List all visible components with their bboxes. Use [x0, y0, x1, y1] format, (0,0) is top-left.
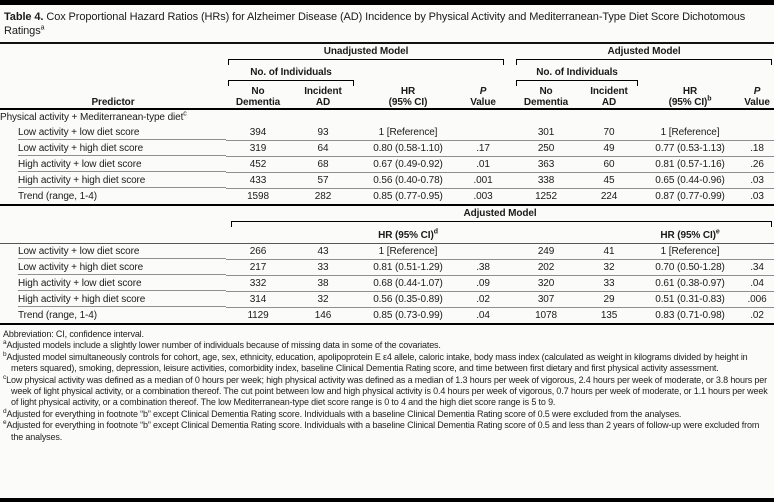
spacer-cell: [578, 227, 640, 244]
adj-p-cell: [740, 125, 774, 141]
unadj-no-dementia-cell: 433: [226, 173, 290, 189]
left-incident-ad-cell: 38: [290, 276, 356, 292]
spacer-cell: [514, 227, 578, 244]
unadj-p-cell: .003: [460, 189, 506, 206]
adj-p-cell: .26: [740, 157, 774, 173]
right-no-dementia-cell: 320: [514, 276, 578, 292]
left-hr-cell: 0.56 (0.35-0.89): [356, 292, 460, 308]
title-footnote-marker: a: [40, 24, 45, 32]
predictor-cell: High activity + high diet score: [0, 292, 226, 308]
model-header-row: [0, 44, 774, 59]
unadj-incident-ad-cell: 93: [290, 125, 356, 141]
hr-ci-e-header: HR (95% CI)$^e$: [640, 227, 740, 244]
column-header-p-value: P Value: [740, 86, 774, 110]
footnote-b: $^b$Adjusted model simultaneously controls for cohort, age, sex, ethnicity, education, apolipoprotein E ε4 allele, caloric intake, body mass index (calculated as weight in kilograms divided by height in meters squared), smoking, depression, leisure activities, comorbidity index, baseline Clinical Dementia Rating score, and time between first dietary and first physical activity assessment.: [3, 350, 748, 374]
no-of-individuals-header: No. of Individuals: [250, 67, 332, 78]
adj-hr-cell: 0.77 (0.53-1.13): [640, 141, 740, 157]
left-hr-cell: 0.85 (0.73-0.99): [356, 308, 460, 325]
unadj-incident-ad-cell: 57: [290, 173, 356, 189]
spacer-cell: [506, 44, 514, 59]
right-no-dementia-cell: 249: [514, 244, 578, 260]
trend-row: [0, 308, 774, 325]
predictor-cell: High activity + low diet score: [0, 276, 226, 292]
right-incident-ad-cell: 32: [578, 260, 640, 276]
bottom-rule-bar: [0, 498, 774, 502]
spacer-cell: [0, 206, 226, 221]
right-hr-cell: 0.51 (0.31-0.83): [640, 292, 740, 308]
adj-incident-ad-cell: 70: [578, 125, 640, 141]
left-no-dementia-cell: 217: [226, 260, 290, 276]
table-row: [0, 276, 774, 292]
abbreviation-note: Abbreviation: CI, confidence interval.: [3, 329, 144, 339]
left-p-cell: [460, 244, 506, 260]
footnote-marker: d: [433, 228, 438, 236]
unadj-no-dementia-cell: 319: [226, 141, 290, 157]
table-row: [0, 125, 774, 141]
right-no-dementia-cell: 202: [514, 260, 578, 276]
spacer-cell: [640, 65, 740, 80]
spacer-cell: [356, 65, 460, 80]
left-hr-cell: 0.68 (0.44-1.07): [356, 276, 460, 292]
right-no-dementia-cell: 1078: [514, 308, 578, 325]
spacer-cell: [0, 227, 226, 244]
column-header-p-value: P Value: [460, 86, 506, 110]
left-no-dementia-cell: 332: [226, 276, 290, 292]
adj-no-dementia-cell: 301: [514, 125, 578, 141]
left-incident-ad-cell: 33: [290, 260, 356, 276]
right-incident-ad-cell: 29: [578, 292, 640, 308]
left-hr-cell: 0.81 (0.51-1.29): [356, 260, 460, 276]
section-label-row: [0, 110, 774, 125]
unadj-incident-ad-cell: 64: [290, 141, 356, 157]
adj-p-cell: .18: [740, 141, 774, 157]
column-header-row: [0, 86, 774, 110]
unadj-hr-cell: 0.80 (0.58-1.10): [356, 141, 460, 157]
gap-cell: [506, 189, 514, 206]
right-hr-cell: 0.70 (0.50-1.28): [640, 260, 740, 276]
spacer-cell: [506, 65, 514, 80]
left-p-cell: .02: [460, 292, 506, 308]
right-p-cell: .34: [740, 260, 774, 276]
no-of-individuals-header: No. of Individuals: [536, 67, 618, 78]
unadjusted-model-header: Unadjusted Model: [323, 46, 409, 57]
right-hr-cell: 0.83 (0.71-0.98): [640, 308, 740, 325]
right-no-dementia-cell: 307: [514, 292, 578, 308]
right-p-cell: .04: [740, 276, 774, 292]
table-row: [0, 292, 774, 308]
adj-no-dementia-cell: 250: [514, 141, 578, 157]
footnote-e: $^e$Adjusted for everything in footnote “b” except Clinical Dementia Rating score. Individuals with a baseline Clinical Dementia Rating score of 0.5 and less than 2 years of follow-up were excluded from the analyses.: [3, 419, 760, 442]
right-hr-cell: 0.61 (0.38-0.97): [640, 276, 740, 292]
right-incident-ad-cell: 135: [578, 308, 640, 325]
spacer-cell: [740, 65, 774, 80]
spacer-cell: [290, 227, 356, 244]
gap-cell: [506, 157, 514, 173]
unadj-incident-ad-cell: 68: [290, 157, 356, 173]
predictor-cell: Trend (range, 1-4): [0, 308, 226, 325]
adj-hr-cell: 0.87 (0.77-0.99): [640, 189, 740, 206]
trend-row: [0, 189, 774, 206]
footnote-a: $^a$Adjusted models include a slightly lower number of individuals because of missing data in some of the covariates.: [3, 339, 441, 351]
predictor-cell: Low activity + high diet score: [0, 260, 226, 276]
column-header-no-dementia: No Dementia: [226, 86, 290, 110]
adjusted-model-header: Adjusted Model: [607, 46, 681, 57]
footnote-marker: b: [707, 95, 712, 103]
hr-ci-d-header: HR (95% CI)$^d$: [356, 227, 460, 244]
left-incident-ad-cell: 146: [290, 308, 356, 325]
table-title-text: Cox Proportional Hazard Ratios (HRs) for Alzheimer Disease (AD) Incidence by Physical Activity and Mediterranean-Type Diet Score Dichotomous Ratings: [4, 11, 746, 37]
right-p-cell: .02: [740, 308, 774, 325]
table-row: [0, 173, 774, 189]
left-no-dementia-cell: 266: [226, 244, 290, 260]
column-header-incident-ad: Incident AD: [290, 86, 356, 110]
gap-cell: [506, 276, 514, 292]
adj-incident-ad-cell: 45: [578, 173, 640, 189]
section-label: Physical activity + Mediterranean-type diet$^c$: [0, 110, 187, 123]
unadj-no-dementia-cell: 452: [226, 157, 290, 173]
unadj-hr-cell: 0.67 (0.49-0.92): [356, 157, 460, 173]
column-header-predictor: Predictor: [0, 86, 226, 110]
adj-no-dementia-cell: 1252: [514, 189, 578, 206]
unadj-p-cell: .01: [460, 157, 506, 173]
table-row: [0, 244, 774, 260]
right-incident-ad-cell: 33: [578, 276, 640, 292]
adj-hr-cell: 0.81 (0.57-1.16): [640, 157, 740, 173]
predictor-cell: High activity + high diet score: [0, 173, 226, 189]
results-table: [0, 44, 774, 325]
unadj-hr-cell: 1 [Reference]: [356, 125, 460, 141]
unadj-incident-ad-cell: 282: [290, 189, 356, 206]
adj-incident-ad-cell: 224: [578, 189, 640, 206]
spacer-cell: [460, 65, 506, 80]
adj-hr-cell: 1 [Reference]: [640, 125, 740, 141]
column-header-hr: HR (95% CI): [356, 86, 460, 110]
footnote-marker: e: [715, 228, 720, 236]
adj-no-dementia-cell: 363: [514, 157, 578, 173]
footnote-marker: c: [183, 110, 187, 118]
left-p-cell: .38: [460, 260, 506, 276]
left-incident-ad-cell: 43: [290, 244, 356, 260]
unadj-p-cell: .001: [460, 173, 506, 189]
unadj-hr-cell: 0.85 (0.77-0.95): [356, 189, 460, 206]
unadj-no-dementia-cell: 1598: [226, 189, 290, 206]
column-header-incident-ad: Incident AD: [578, 86, 640, 110]
unadj-p-cell: [460, 125, 506, 141]
spacer-cell: [226, 227, 290, 244]
adj-hr-cell: 0.65 (0.44-0.96): [640, 173, 740, 189]
spacer-cell: [506, 86, 514, 110]
adjusted-model-header: Adjusted Model: [463, 208, 537, 219]
section2-model-header-row: [0, 206, 774, 221]
unadj-p-cell: .17: [460, 141, 506, 157]
gap-cell: [506, 260, 514, 276]
adj-p-cell: .03: [740, 173, 774, 189]
adj-incident-ad-cell: 60: [578, 157, 640, 173]
footnotes: [0, 325, 774, 443]
unadj-hr-cell: 0.56 (0.40-0.78): [356, 173, 460, 189]
spacer-cell: [0, 44, 226, 59]
left-no-dementia-cell: 1129: [226, 308, 290, 325]
spacer-cell: [0, 65, 226, 80]
right-hr-cell: 1 [Reference]: [640, 244, 740, 260]
right-incident-ad-cell: 41: [578, 244, 640, 260]
adj-incident-ad-cell: 49: [578, 141, 640, 157]
footnote-c: $^c$Low physical activity was defined as a median of 0 hours per week; high physical activity was defined as a median of 1.3 hours per week of vigorous, 2.4 hours per week of moderate, or 3.8 hours per week of light physical activity, or a combination thereof. The cut point between low and high physical activity is 0.4 hours per week of vigorous, 0.7 hours per week of moderate, or 1.1 hours per week of light physical activity, or a combination thereof. The low Mediterranean-type diet score range is 0 to 4 and the high diet score range is 5 to 9.: [3, 373, 768, 408]
section2-hr-header-row: [0, 227, 774, 244]
adj-p-cell: .03: [740, 189, 774, 206]
gap-cell: [506, 292, 514, 308]
left-hr-cell: 1 [Reference]: [356, 244, 460, 260]
left-p-cell: .09: [460, 276, 506, 292]
predictor-cell: Trend (range, 1-4): [0, 189, 226, 206]
table-row: [0, 141, 774, 157]
table-row: [0, 260, 774, 276]
left-no-dementia-cell: 314: [226, 292, 290, 308]
predictor-cell: Low activity + low diet score: [0, 125, 226, 141]
gap-cell: [506, 125, 514, 141]
gap-cell: [506, 308, 514, 325]
adj-no-dementia-cell: 338: [514, 173, 578, 189]
predictor-cell: High activity + low diet score: [0, 157, 226, 173]
predictor-cell: Low activity + low diet score: [0, 244, 226, 260]
column-header-hr-adjusted: HR (95% CI)$^b$: [640, 86, 740, 110]
spacer-cell: [506, 227, 514, 244]
right-p-cell: [740, 244, 774, 260]
left-p-cell: .04: [460, 308, 506, 325]
spacer-cell: [460, 227, 506, 244]
predictor-cell: Low activity + high diet score: [0, 141, 226, 157]
gap-cell: [506, 244, 514, 260]
left-incident-ad-cell: 32: [290, 292, 356, 308]
table-number: Table 4.: [4, 11, 44, 23]
gap-cell: [506, 141, 514, 157]
footnote-d: $^d$Adjusted for everything in footnote “b” except Clinical Dementia Rating score. Individuals with a baseline Clinical Dementia Rating score of 0.5 were excluded from the analyses.: [3, 407, 682, 419]
table-row: [0, 157, 774, 173]
unadj-no-dementia-cell: 394: [226, 125, 290, 141]
table-title: [0, 5, 774, 44]
column-header-no-dementia: No Dementia: [514, 86, 578, 110]
spacer-cell: [740, 227, 774, 244]
right-p-cell: .006: [740, 292, 774, 308]
gap-cell: [506, 173, 514, 189]
individuals-header-row: [0, 65, 774, 80]
